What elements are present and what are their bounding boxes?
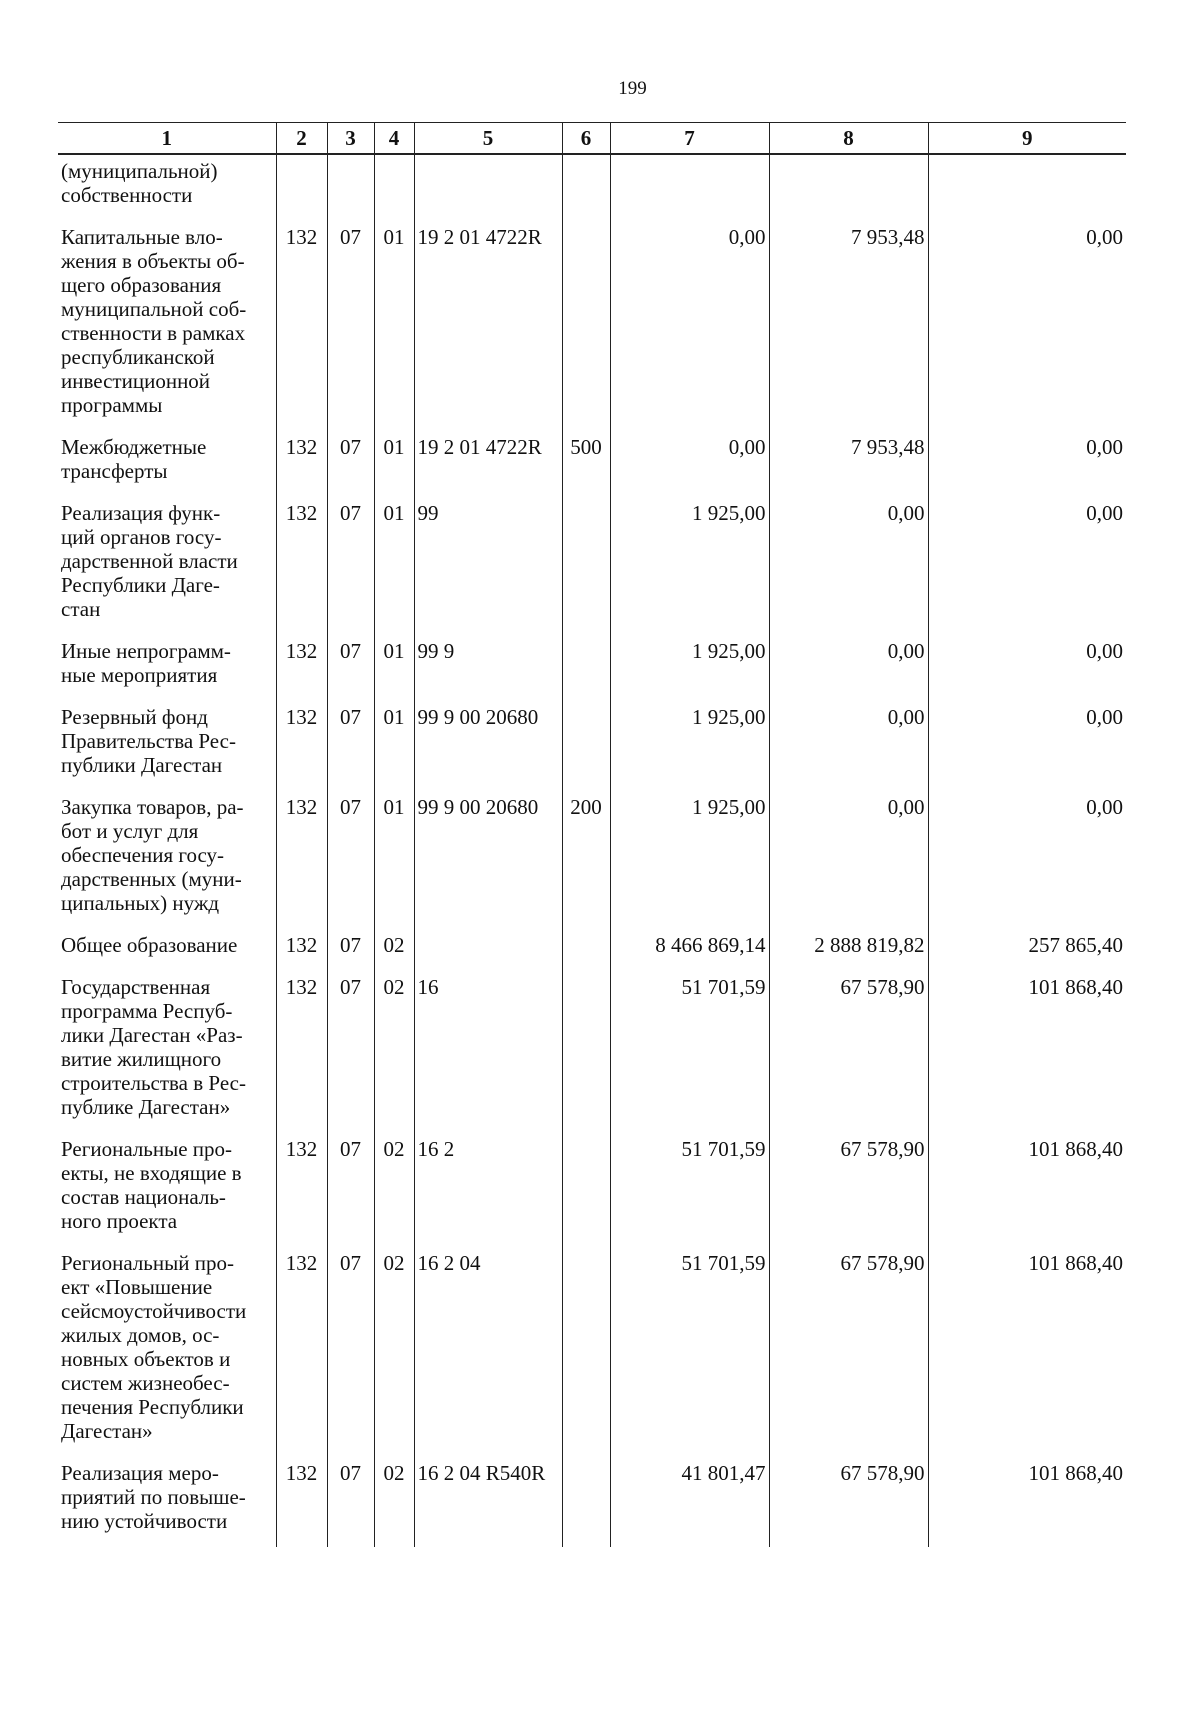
row-name-cell bbox=[58, 1133, 276, 1247]
amount-cell: 67 578,90 bbox=[769, 971, 928, 1133]
amount-cell: 7 953,48 bbox=[769, 221, 928, 431]
target-article-cell bbox=[414, 929, 562, 971]
row-name-line: (муниципальной) bbox=[61, 159, 218, 183]
amount-cell: 51 701,59 bbox=[610, 971, 769, 1133]
expense-type-cell bbox=[562, 1133, 610, 1247]
admin-code-cell: 132 bbox=[276, 1247, 327, 1457]
amount-cell: 51 701,59 bbox=[610, 1133, 769, 1247]
table-row bbox=[58, 221, 1126, 431]
table-row bbox=[58, 971, 1126, 1133]
row-name-line: новных объектов и bbox=[61, 1347, 231, 1371]
subsection-code-cell: 02 bbox=[374, 1247, 414, 1457]
section-code-cell: 07 bbox=[327, 221, 374, 431]
amount-cell: 41 801,47 bbox=[610, 1457, 769, 1547]
row-name-line: витие жилищного bbox=[61, 1047, 222, 1071]
amount-cell: 8 466 869,14 bbox=[610, 929, 769, 971]
expense-type-cell bbox=[562, 154, 610, 221]
admin-code-cell: 132 bbox=[276, 1133, 327, 1247]
admin-code-cell: 132 bbox=[276, 701, 327, 791]
section-code-cell: 07 bbox=[327, 497, 374, 635]
row-name-line: трансферты bbox=[61, 459, 168, 483]
target-article-cell: 19 2 01 4722R bbox=[414, 431, 562, 497]
row-name-line: Дагестан» bbox=[61, 1419, 153, 1443]
section-code-cell: 07 bbox=[327, 791, 374, 929]
section-code-cell: 07 bbox=[327, 1247, 374, 1457]
table-row bbox=[58, 929, 1126, 971]
table-row bbox=[58, 701, 1126, 791]
target-article-cell: 16 2 04 R540R bbox=[414, 1457, 562, 1547]
subsection-code-cell: 01 bbox=[374, 635, 414, 701]
column-header: 3 bbox=[327, 123, 374, 155]
row-name-line: Республики Даге- bbox=[61, 573, 220, 597]
amount-cell bbox=[610, 154, 769, 221]
section-code-cell: 07 bbox=[327, 1133, 374, 1247]
row-name-line: систем жизнеобес- bbox=[61, 1371, 230, 1395]
target-article-cell: 16 bbox=[414, 971, 562, 1133]
row-name-line: собственности bbox=[61, 183, 193, 207]
amount-cell: 67 578,90 bbox=[769, 1247, 928, 1457]
amount-cell: 0,00 bbox=[928, 635, 1126, 701]
subsection-code-cell: 02 bbox=[374, 971, 414, 1133]
row-name-cell bbox=[58, 1247, 276, 1457]
amount-cell: 101 868,40 bbox=[928, 1457, 1126, 1547]
expense-type-cell: 200 bbox=[562, 791, 610, 929]
expense-type-cell bbox=[562, 1457, 610, 1547]
expense-type-cell: 500 bbox=[562, 431, 610, 497]
column-header: 7 bbox=[610, 123, 769, 155]
admin-code-cell: 132 bbox=[276, 221, 327, 431]
target-article-cell: 99 bbox=[414, 497, 562, 635]
target-article-cell: 99 9 bbox=[414, 635, 562, 701]
row-name-line: ные мероприятия bbox=[61, 663, 218, 687]
row-name-line: публики Дагестан bbox=[61, 753, 223, 777]
table-row bbox=[58, 1247, 1126, 1457]
amount-cell: 51 701,59 bbox=[610, 1247, 769, 1457]
row-name-cell bbox=[58, 971, 276, 1133]
amount-cell: 0,00 bbox=[769, 635, 928, 701]
row-name-line: дарственной власти bbox=[61, 549, 238, 573]
column-header: 4 bbox=[374, 123, 414, 155]
subsection-code-cell bbox=[374, 154, 414, 221]
subsection-code-cell: 01 bbox=[374, 221, 414, 431]
row-name-line: стан bbox=[61, 597, 101, 621]
row-name-line: лики Дагестан «Раз- bbox=[61, 1023, 243, 1047]
section-code-cell: 07 bbox=[327, 635, 374, 701]
row-name-cell bbox=[58, 635, 276, 701]
row-name-line: Региональный про- bbox=[61, 1251, 234, 1275]
row-name-cell bbox=[58, 701, 276, 791]
row-name-line: строительства в Рес- bbox=[61, 1071, 246, 1095]
row-name-cell bbox=[58, 1457, 276, 1547]
amount-cell: 0,00 bbox=[928, 497, 1126, 635]
amount-cell: 0,00 bbox=[769, 701, 928, 791]
row-name-line: состав националь- bbox=[61, 1185, 226, 1209]
row-name-line: печения Республики bbox=[61, 1395, 244, 1419]
section-code-cell: 07 bbox=[327, 1457, 374, 1547]
budget-table bbox=[58, 122, 1126, 1547]
row-name-line: программы bbox=[61, 393, 163, 417]
row-name-cell bbox=[58, 497, 276, 635]
section-code-cell: 07 bbox=[327, 701, 374, 791]
amount-cell: 101 868,40 bbox=[928, 1247, 1126, 1457]
row-name-cell bbox=[58, 929, 276, 971]
row-name-line: Государственная bbox=[61, 975, 211, 999]
row-name-line: Межбюджетные bbox=[61, 435, 207, 459]
row-name-line: Реализация функ- bbox=[61, 501, 221, 525]
section-code-cell bbox=[327, 154, 374, 221]
target-article-cell: 99 9 00 20680 bbox=[414, 791, 562, 929]
expense-type-cell bbox=[562, 221, 610, 431]
row-name-line: нию устойчивости bbox=[61, 1509, 228, 1533]
subsection-code-cell: 02 bbox=[374, 929, 414, 971]
table-header-row bbox=[58, 123, 1126, 155]
row-name-line: ций органов госу- bbox=[61, 525, 222, 549]
amount-cell: 0,00 bbox=[769, 497, 928, 635]
row-name-line: Общее образование bbox=[61, 933, 238, 957]
row-name-line: Резервный фонд bbox=[61, 705, 208, 729]
row-name-cell bbox=[58, 154, 276, 221]
row-name-line: екты, не входящие в bbox=[61, 1161, 242, 1185]
row-name-line: ципальных) нужд bbox=[61, 891, 220, 915]
row-name-line: публике Дагестан» bbox=[61, 1095, 231, 1119]
page-number: 199 bbox=[618, 78, 647, 99]
admin-code-cell: 132 bbox=[276, 431, 327, 497]
row-name-cell bbox=[58, 791, 276, 929]
admin-code-cell: 132 bbox=[276, 635, 327, 701]
column-header: 2 bbox=[276, 123, 327, 155]
row-name-line: сейсмоустойчивости bbox=[61, 1299, 247, 1323]
row-name-line: республиканской bbox=[61, 345, 215, 369]
admin-code-cell: 132 bbox=[276, 929, 327, 971]
column-header: 6 bbox=[562, 123, 610, 155]
admin-code-cell: 132 bbox=[276, 497, 327, 635]
amount-cell: 7 953,48 bbox=[769, 431, 928, 497]
amount-cell: 0,00 bbox=[769, 791, 928, 929]
row-name-line: обеспечения госу- bbox=[61, 843, 225, 867]
row-name-line: Реализация меро- bbox=[61, 1461, 219, 1485]
subsection-code-cell: 02 bbox=[374, 1457, 414, 1547]
amount-cell: 1 925,00 bbox=[610, 635, 769, 701]
amount-cell: 67 578,90 bbox=[769, 1133, 928, 1247]
target-article-cell: 16 2 04 bbox=[414, 1247, 562, 1457]
table-row bbox=[58, 497, 1126, 635]
amount-cell: 1 925,00 bbox=[610, 497, 769, 635]
column-header: 1 bbox=[58, 123, 276, 155]
table-row bbox=[58, 1457, 1126, 1547]
row-name-line: ект «Повышение bbox=[61, 1275, 213, 1299]
subsection-code-cell: 01 bbox=[374, 701, 414, 791]
expense-type-cell bbox=[562, 971, 610, 1133]
row-name-line: Региональные про- bbox=[61, 1137, 233, 1161]
section-code-cell: 07 bbox=[327, 971, 374, 1133]
row-name-line: ного проекта bbox=[61, 1209, 178, 1233]
target-article-cell: 16 2 bbox=[414, 1133, 562, 1247]
target-article-cell: 99 9 00 20680 bbox=[414, 701, 562, 791]
row-name-cell bbox=[58, 221, 276, 431]
row-name-line: программа Респуб- bbox=[61, 999, 233, 1023]
expense-type-cell bbox=[562, 929, 610, 971]
row-name-line: инвестиционной bbox=[61, 369, 211, 393]
row-name-line: жения в объекты об- bbox=[61, 249, 245, 273]
row-name-line: щего образования bbox=[61, 273, 222, 297]
target-article-cell: 19 2 01 4722R bbox=[414, 221, 562, 431]
admin-code-cell: 132 bbox=[276, 1457, 327, 1547]
table-body bbox=[58, 154, 1126, 1547]
admin-code-cell: 132 bbox=[276, 971, 327, 1133]
admin-code-cell bbox=[276, 154, 327, 221]
table-row bbox=[58, 154, 1126, 221]
row-name-line: Иные непрограмм- bbox=[61, 639, 231, 663]
row-name-line: бот и услуг для bbox=[61, 819, 199, 843]
target-article-cell bbox=[414, 154, 562, 221]
column-header: 8 bbox=[769, 123, 928, 155]
row-name-line: Капитальные вло- bbox=[61, 225, 223, 249]
amount-cell: 1 925,00 bbox=[610, 701, 769, 791]
subsection-code-cell: 01 bbox=[374, 791, 414, 929]
subsection-code-cell: 01 bbox=[374, 431, 414, 497]
row-name-line: Правительства Рес- bbox=[61, 729, 236, 753]
amount-cell: 2 888 819,82 bbox=[769, 929, 928, 971]
table-row bbox=[58, 791, 1126, 929]
amount-cell bbox=[928, 154, 1126, 221]
amount-cell: 67 578,90 bbox=[769, 1457, 928, 1547]
table-row bbox=[58, 1133, 1126, 1247]
amount-cell: 0,00 bbox=[610, 221, 769, 431]
row-name-line: муниципальной соб- bbox=[61, 297, 247, 321]
section-code-cell: 07 bbox=[327, 929, 374, 971]
amount-cell: 101 868,40 bbox=[928, 971, 1126, 1133]
row-name-line: приятий по повыше- bbox=[61, 1485, 246, 1509]
section-code-cell: 07 bbox=[327, 431, 374, 497]
amount-cell: 1 925,00 bbox=[610, 791, 769, 929]
subsection-code-cell: 01 bbox=[374, 497, 414, 635]
row-name-cell bbox=[58, 431, 276, 497]
amount-cell: 0,00 bbox=[928, 431, 1126, 497]
amount-cell: 257 865,40 bbox=[928, 929, 1126, 971]
amount-cell: 0,00 bbox=[610, 431, 769, 497]
admin-code-cell: 132 bbox=[276, 791, 327, 929]
row-name-line: дарственных (муни- bbox=[61, 867, 242, 891]
expense-type-cell bbox=[562, 701, 610, 791]
amount-cell: 101 868,40 bbox=[928, 1133, 1126, 1247]
expense-type-cell bbox=[562, 497, 610, 635]
expense-type-cell bbox=[562, 1247, 610, 1457]
subsection-code-cell: 02 bbox=[374, 1133, 414, 1247]
row-name-line: жилых домов, ос- bbox=[61, 1323, 220, 1347]
row-name-line: Закупка товаров, ра- bbox=[61, 795, 244, 819]
table-row bbox=[58, 635, 1126, 701]
table-row bbox=[58, 431, 1126, 497]
expense-type-cell bbox=[562, 635, 610, 701]
column-header: 5 bbox=[414, 123, 562, 155]
amount-cell: 0,00 bbox=[928, 221, 1126, 431]
amount-cell bbox=[769, 154, 928, 221]
row-name-line: ственности в рамках bbox=[61, 321, 246, 345]
amount-cell: 0,00 bbox=[928, 791, 1126, 929]
amount-cell: 0,00 bbox=[928, 701, 1126, 791]
column-header: 9 bbox=[928, 123, 1126, 155]
